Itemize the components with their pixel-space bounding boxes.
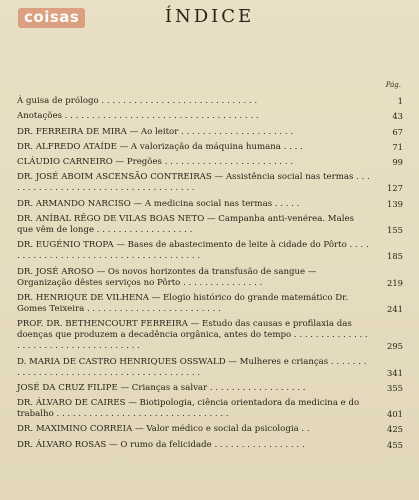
entry-text: DR. ANÍBAL RÊGO DE VILAS BOAS NETO — Campanha anti-venérea. Males que vêm de longe . . . . . . . . . . . . . . . . . . xyxy=(17,214,354,236)
index-entry xyxy=(17,293,403,315)
entry-page: 139 xyxy=(387,198,403,209)
entry-text: DR. ÁLVARO ROSAS — O rumo da felicidade . . . . . . . . . . . . . . . . . xyxy=(17,439,305,450)
entry-text: DR. HENRIQUE DE VILHENA — Elogio histórico do grande matemático Dr. Gomes Teixeira . . . . . . . . . . . . . . . . . . . . . . . . . xyxy=(17,292,349,314)
index-entry xyxy=(17,398,403,420)
page-title: ÍNDICE xyxy=(164,6,255,27)
entry-page: 219 xyxy=(387,277,403,288)
index-entry xyxy=(17,214,403,236)
index-entry xyxy=(17,240,403,262)
index-entry xyxy=(17,383,403,394)
index-entry xyxy=(17,142,403,153)
index-entry xyxy=(17,357,403,379)
entry-page: 355 xyxy=(387,382,403,393)
index-entry xyxy=(17,319,403,352)
entry-text: DR. ARMANDO NARCISO — A medicina social nas termas . . . . . xyxy=(17,198,300,209)
index-entry xyxy=(17,267,403,289)
entry-page: 43 xyxy=(392,111,403,122)
watermark-logo: coisas xyxy=(18,8,85,28)
index-entry xyxy=(17,96,403,107)
entry-page: 341 xyxy=(387,367,403,378)
entry-text: DR. ÁLVARO DE CAIRES — Biotipologia, ciência orientadora da medicina e do trabalho . . . . . . . . . . . . . . . . . . . . . . . . . . . . . . . . xyxy=(17,398,360,420)
entry-page: 67 xyxy=(392,126,403,137)
index-entry xyxy=(17,157,403,168)
entry-text: À guisa de prólogo . . . . . . . . . . . . . . . . . . . . . . . . . . . . . xyxy=(17,96,258,106)
index-entry xyxy=(17,127,403,138)
entry-page: 1 xyxy=(397,96,403,106)
entry-text: Anotações . . . . . . . . . . . . . . . . . . . . . . . . . . . . . . . . . . . . xyxy=(17,111,259,122)
entry-page: 455 xyxy=(387,439,403,450)
entry-page: 99 xyxy=(392,157,403,168)
entry-text: DR. ALFREDO ATAÍDE — A valorização da máquina humana . . . . xyxy=(17,141,303,152)
entry-page: 185 xyxy=(387,251,403,262)
entry-text: JOSÉ DA CRUZ FILIPE — Crianças a salvar . . . . . . . . . . . . . . . . . . xyxy=(17,382,306,393)
index-list xyxy=(17,96,403,455)
page-column-label: Pág. xyxy=(385,81,401,89)
index-entry xyxy=(17,440,403,451)
entry-text: DR. EUGÉNIO TROPA — Bases de abastecimento de leite à cidade do Pôrto . . . . . . . . . . . . . . . . . . . . . . . . . . . . . . . . . . . . . . xyxy=(17,240,369,262)
entry-text: CLÁUDIO CARNEIRO — Pregões . . . . . . . . . . . . . . . . . . . . . . . . xyxy=(17,157,294,168)
entry-page: 71 xyxy=(392,141,403,152)
entry-page: 425 xyxy=(387,424,403,435)
entry-page: 241 xyxy=(387,303,403,314)
index-entry xyxy=(17,111,403,122)
entry-page: 155 xyxy=(387,225,403,236)
entry-text: PROF. DR. BETHENCOURT FERREIRA — Estudo das causas e profilaxia das doenças que produzem a decadência orgânica, antes do tempo . . . . . . . . . . . . . . . . . . . . . . . . . . . . . . . . . . . . . xyxy=(17,319,368,352)
entry-text: D. MARIA DE CASTRO HENRIQUES OSSWALD — Mulheres e crianças . . . . . . . . . . . . . . . . . . . . . . . . . . . . . . . . . . . . . . . . . xyxy=(17,356,367,378)
entry-page: 295 xyxy=(387,341,403,352)
index-entry xyxy=(17,199,403,210)
entry-text: DR. JOSÉ ABOIM ASCENSÃO CONTREIRAS — Assistência social nas termas . . . . . . . . . . . . . . . . . . . . . . . . . . . . . . . . . . . . xyxy=(17,172,370,194)
entry-page: 127 xyxy=(387,183,403,194)
entry-text: DR. MAXIMINO CORREIA — Valor médico e social da psicologia . . xyxy=(17,424,310,435)
entry-text: DR. FERREIRA DE MIRA — Ao leitor . . . . . . . . . . . . . . . . . . . . . xyxy=(17,126,294,137)
entry-page: 401 xyxy=(387,409,403,420)
index-entry xyxy=(17,424,403,435)
index-entry xyxy=(17,172,403,194)
entry-text: DR. JOSÉ AROSO — Os novos horizontes da transfusão de sangue — Organização dêstes serviços no Pôrto . . . . . . . . . . . . . . . xyxy=(17,266,317,288)
